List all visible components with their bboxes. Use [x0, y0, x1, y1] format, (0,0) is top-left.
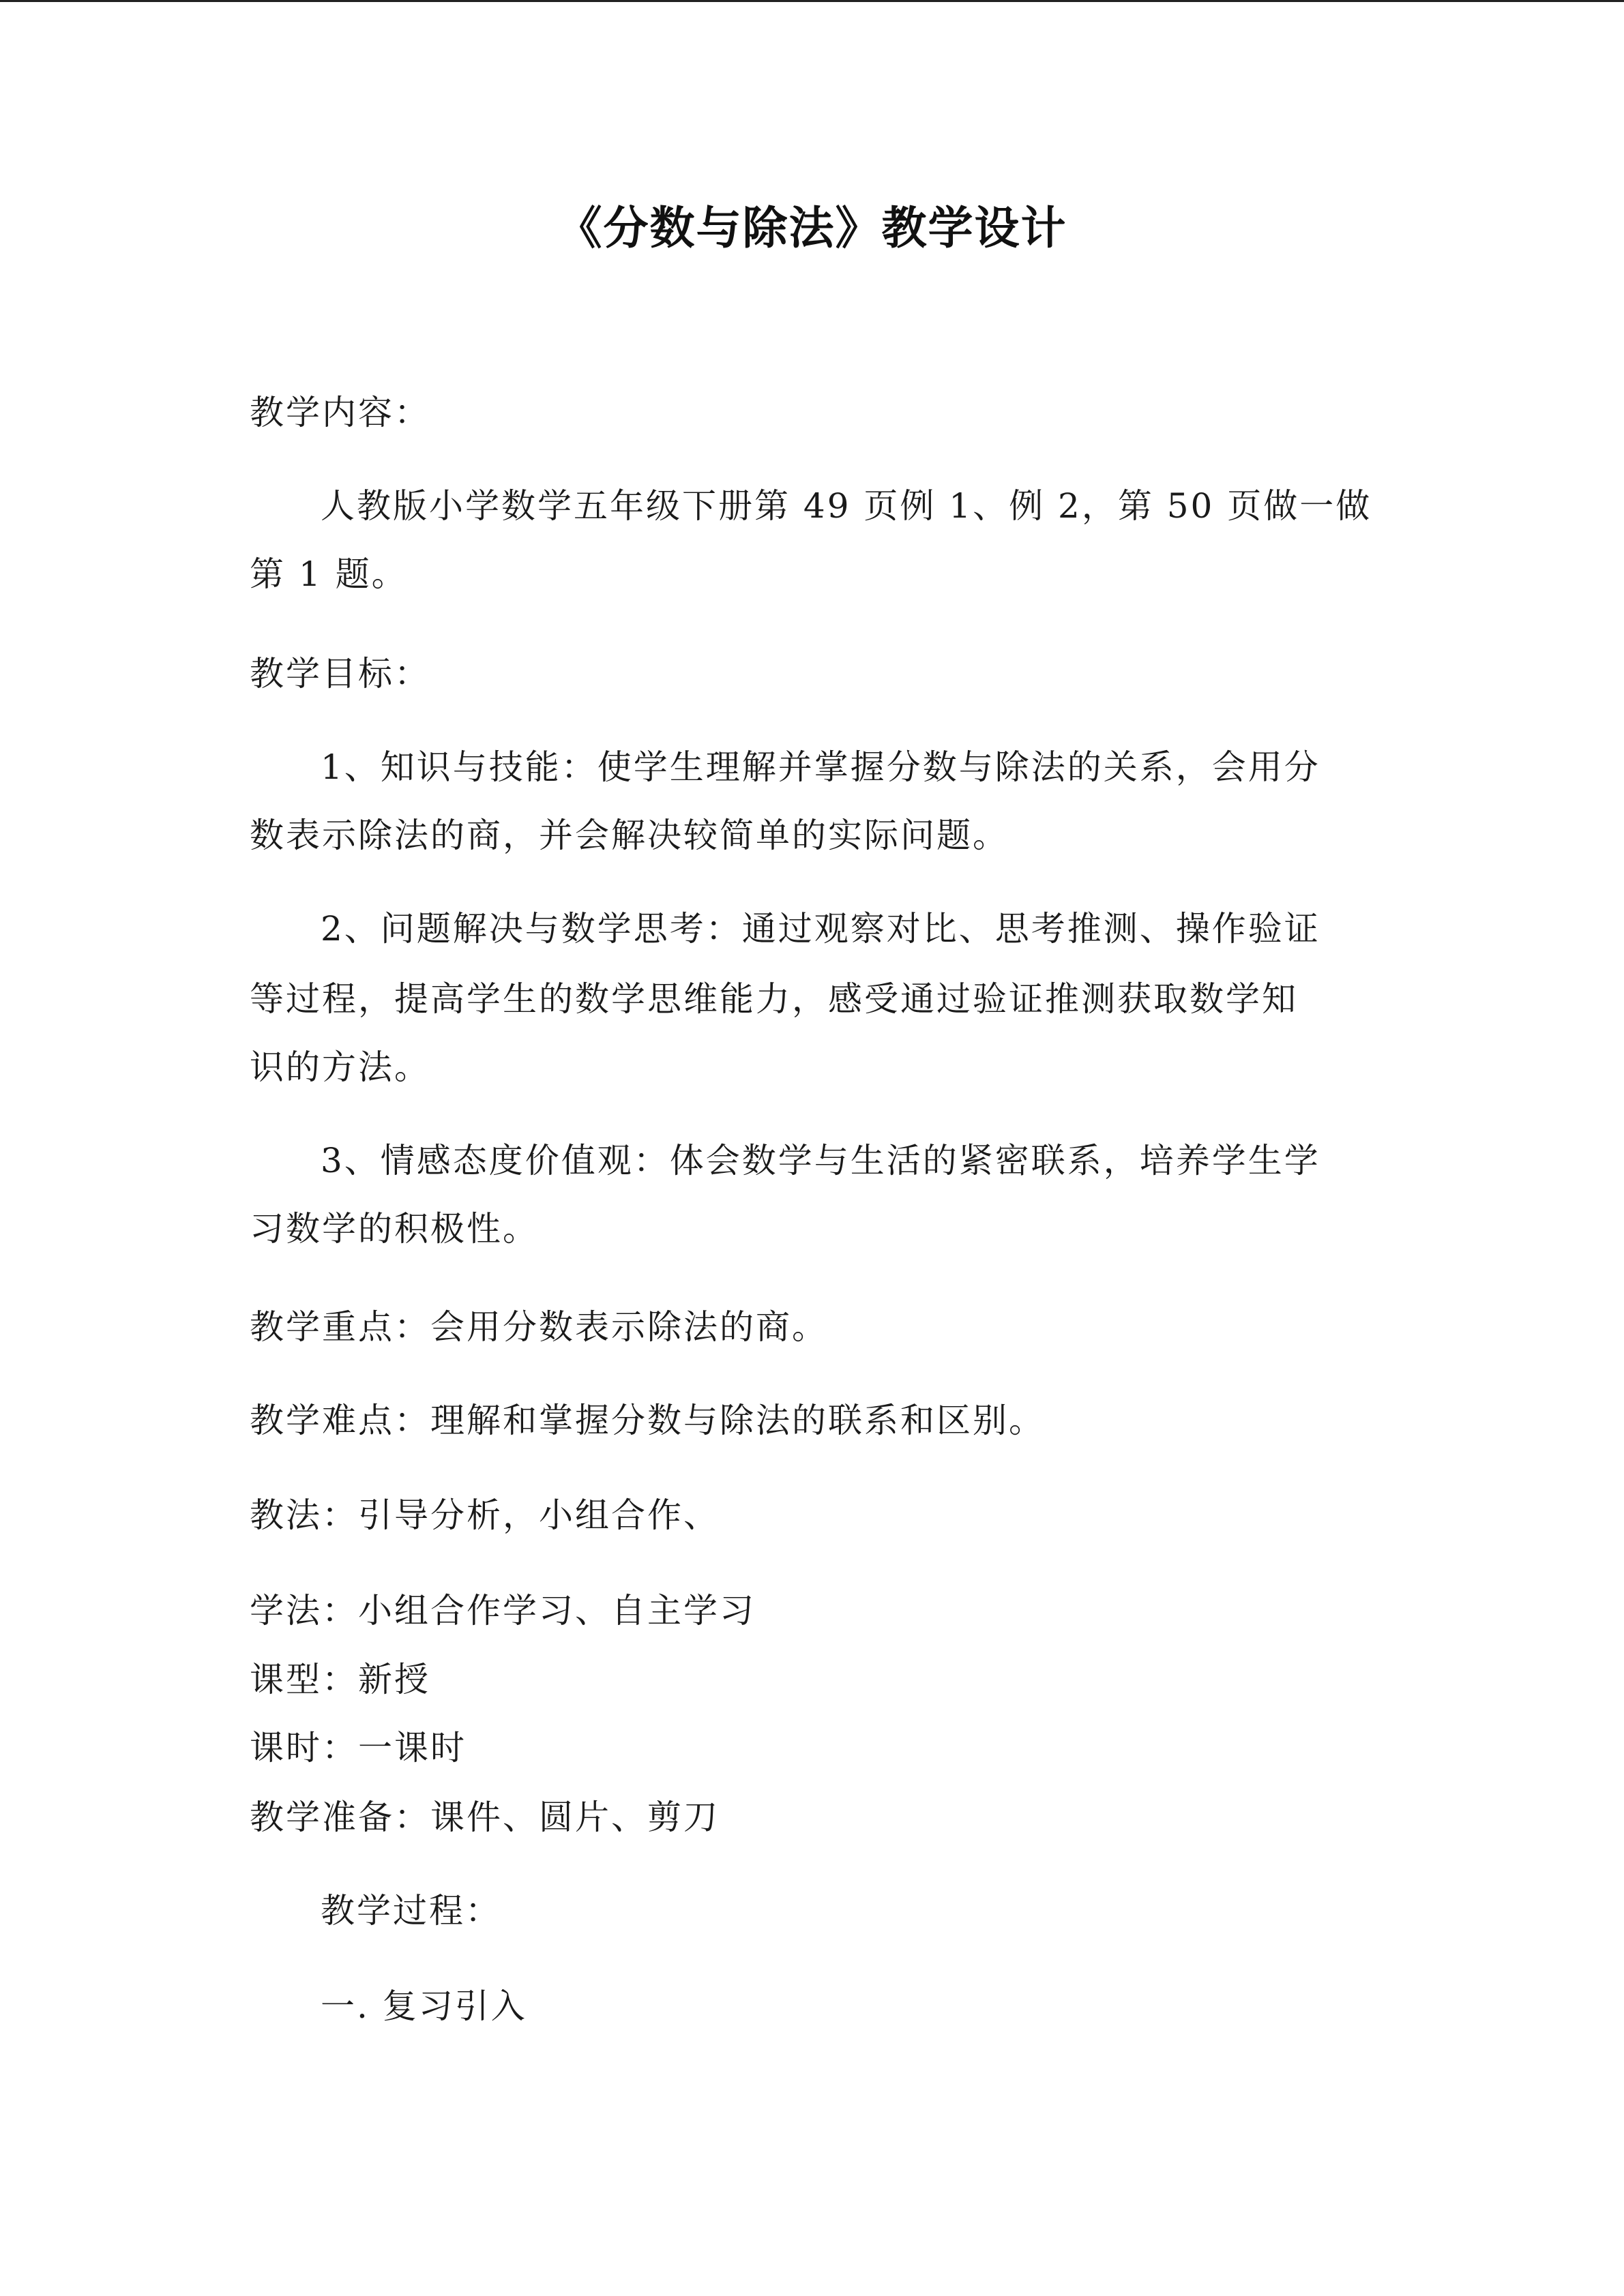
- teaching-difficulty: 教学难点：理解和掌握分数与除法的联系和区别。: [250, 1401, 1045, 1440]
- teaching-process-label: 教学过程：: [321, 1891, 501, 1930]
- section-1-heading: 一. 复习引入: [321, 1986, 527, 2026]
- lesson-hours: 课时：一课时: [250, 1728, 467, 1768]
- objective-2-line-2: 等过程，提高学生的数学思维能力，感受通过验证推测获取数学知: [250, 979, 1298, 1019]
- teaching-content-line-2: 第 1 题。: [250, 554, 408, 594]
- objective-2-line-3: 识的方法。: [250, 1047, 430, 1087]
- teaching-key-point: 教学重点：会用分数表示除法的商。: [250, 1307, 828, 1347]
- document-title: 《分数与除法》教学设计: [557, 202, 1067, 254]
- objective-3-line-1: 3、情感态度价值观：体会数学与生活的紧密联系，培养学生学: [321, 1141, 1320, 1180]
- teaching-method: 教法：引导分析，小组合作、: [250, 1495, 720, 1535]
- objective-1-line-2: 数表示除法的商，并会解决较简单的实际问题。: [250, 816, 1009, 855]
- objective-1-line-1: 1、知识与技能：使学生理解并掌握分数与除法的关系，会用分: [321, 747, 1320, 787]
- teaching-preparation: 教学准备：课件、圆片、剪刀: [250, 1798, 720, 1837]
- lesson-type: 课型：新授: [250, 1660, 430, 1699]
- learning-method: 学法：小组合作学习、自主学习: [250, 1591, 756, 1630]
- teaching-objectives-label: 教学目标：: [250, 654, 430, 694]
- objective-2-line-1: 2、问题解决与数学思考：通过观察对比、思考推测、操作验证: [321, 909, 1320, 949]
- objective-3-line-2: 习数学的积极性。: [250, 1209, 539, 1249]
- teaching-content-line-1: 人教版小学数学五年级下册第 49 页例 1、例 2，第 50 页做一做: [321, 486, 1372, 526]
- teaching-content-label: 教学内容：: [250, 393, 430, 432]
